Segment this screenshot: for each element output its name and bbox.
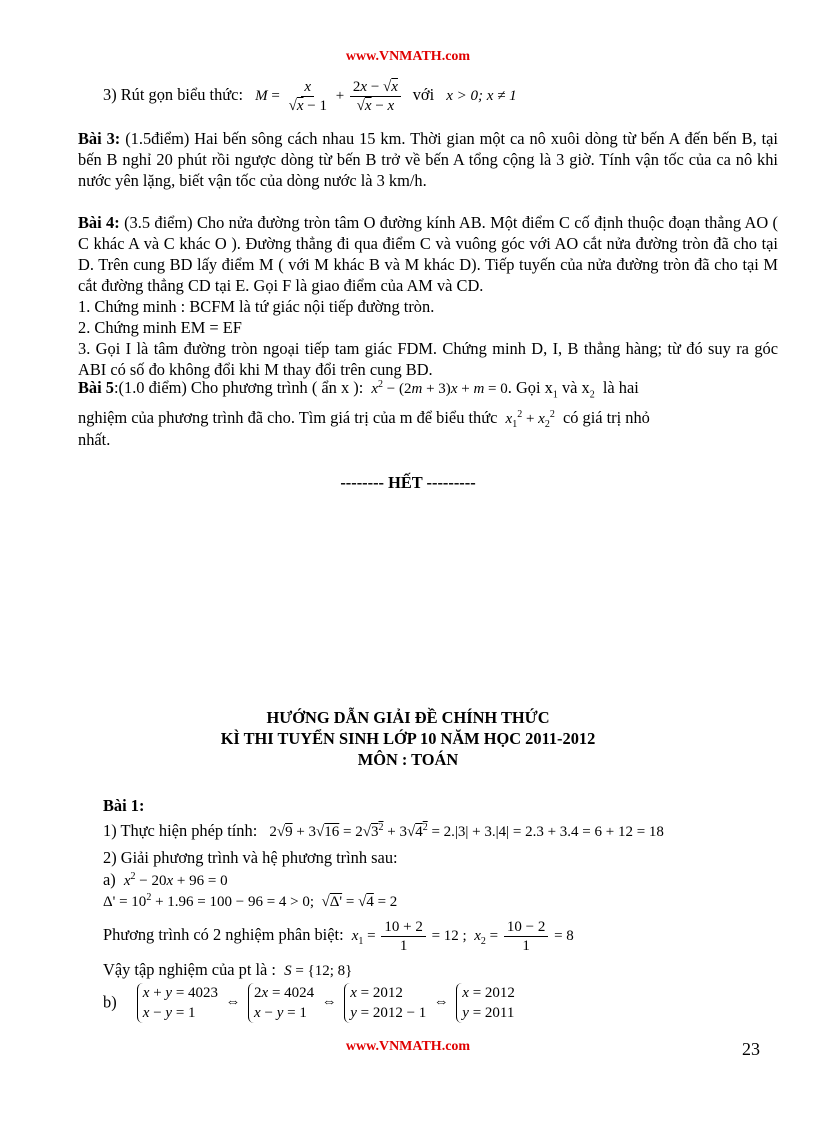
bai5-text-b: . Gọi x <box>507 378 553 397</box>
bai5-title: Bài 5 <box>78 378 114 397</box>
sol-tap-label: Vậy tập nghiệm của pt là : <box>103 960 276 979</box>
bai5-line-1: Bài 5:(1.0 điểm) Cho phương trình ( ẩn x ): $x^2 - (2m + 3)x + m = 0$. Gọi $x_1$ và $x_2$ là hai <box>78 378 639 401</box>
sol-1-label: 1) Thực hiện phép tính: <box>103 821 258 840</box>
sol-delta-line: $\Delta' = 10^2 + 1.96 = 100 - 96 = 4 > 0$; √Δ' = √4 = 2 <box>103 892 398 910</box>
sol-a-equation: $x^2 - 20x + 96 = 0$ <box>123 871 228 889</box>
bai3-text: (1.5điểm) Hai bến sông cách nhau 15 km. Thời gian một ca nô xuôi dòng từ bến A đến bến B, tại bến B nghỉ 20 phút rồi ngược dòng từ bến B trở về bến A tổng cộng là 3 giờ. Tính vận tốc của ca nô khi nước yên lặng, biết vận tốc của dòng nước là 3 km/h. <box>78 129 778 190</box>
q3-line <box>103 78 517 115</box>
sol-roots-line <box>103 918 574 955</box>
sol-1-line <box>103 821 664 841</box>
sol-b-line <box>103 983 515 1023</box>
bai5-expression: $x_1^2 + x_2^2$ <box>505 409 555 430</box>
bai4-item-3: 3. Gọi I là tâm đường tròn ngoại tiếp tam giác FDM. Chứng minh D, I, B thẳng hàng; từ đó suy ra góc ABI có số đo không đổi khi M thay đổi trên cung BD. <box>78 339 778 379</box>
bai5-text-c: và x <box>561 378 590 397</box>
page-number: 23 <box>742 1039 760 1059</box>
sol-b-system: x + y = 4023 x − y = 1 ⇔ 2x = 4024 x − y = 1 ⇔ x = 2012 y = 2012 − 1 ⇔ x = 2012 y = 2011 <box>137 994 515 1010</box>
sol-pt-label: Phương trình có 2 nghiệm phân biệt: <box>103 924 344 944</box>
sol-title-1: HƯỚNG DẪN GIẢI ĐỀ CHÍNH THỨC <box>266 708 550 727</box>
sol-title-2: KÌ THI TUYỂN SINH LỚP 10 NĂM HỌC 2011-2012 <box>220 729 596 748</box>
q3-expression: M = $\frac{x}{√x - 1}$ + $\frac{2x - √x}{√x - x}$ <box>255 88 407 104</box>
sol-b-label: b) <box>103 992 117 1012</box>
q3-label: 3) Rút gọn biểu thức: <box>103 84 243 104</box>
sol-tap-line <box>103 960 352 980</box>
bai4-paragraph <box>78 212 778 296</box>
bai3-title: Bài 3: <box>78 129 121 148</box>
bai3-paragraph <box>78 128 778 191</box>
bai5-line2b: có giá trị nhỏ <box>562 408 650 427</box>
bai4-item-2: 2. Chứng minh EM = EF <box>78 318 242 337</box>
sol-bai1: Bài 1: <box>103 796 145 815</box>
sol-a-label: a) <box>103 870 116 889</box>
end-marker: -------- HẾT --------- <box>340 473 476 492</box>
bai4-text: (3.5 điểm) Cho nửa đường tròn tâm O đường kính AB. Một điểm C cố định thuộc đoạn thẳng AO ( C khác A và C khác O ). Đường thẳng đi qua điểm C và vuông góc với AO cắt nửa đường tròn đã cho tại D. Trên cung BD lấy điểm M ( với M khác B và M khác D). Tiếp tuyến của nửa đường tròn đã cho tại M cắt đường thẳng CD tại E. Gọi F là giao điểm của AM và CD. <box>78 213 778 295</box>
sol-roots-math: $x_1$ = $\frac{10 + 2}{1}$ = 12 ; $x_2$ = $\frac{10 - 2}{1}$ = 8 <box>351 919 574 954</box>
sol-a-line <box>103 870 228 890</box>
bai5-line2a: nghiệm của phương trình đã cho. Tìm giá trị của m để biểu thức <box>78 408 498 427</box>
bai5-text-a: :(1.0 điểm) Cho phương trình ( ẩn x ): <box>113 378 364 397</box>
bai4-item-1: 1. Chứng minh : BCFM là tứ giác nội tiếp đường tròn. <box>78 297 435 316</box>
sol-title-3: MÔN : TOÁN <box>357 750 459 769</box>
bai5-line-3: nhất. <box>78 430 111 449</box>
bai5-equation: $x^2 - (2m + 3)x + m = 0$ <box>371 379 508 397</box>
sol-1-math: $2√9 + 3√16 = 2√3^2 + 3√4^2 = 2.|3| + 3.|4| = 2.3 + 3.4 = 6 + 12 = 18$ <box>269 822 664 840</box>
sol-2-label: 2) Giải phương trình và hệ phương trình sau: <box>103 848 398 867</box>
q3-with: với <box>412 84 435 104</box>
bai5-text-d: là hai <box>602 378 639 397</box>
header-url: www.VNMATH.com <box>345 49 471 64</box>
footer-url: www.VNMATH.com <box>345 1039 471 1054</box>
sol-tap-math: S = {12; 8} <box>284 963 353 979</box>
q3-condition: x > 0; x ≠ 1 <box>446 87 517 104</box>
bai5-line-2 <box>78 408 650 430</box>
bai4-title: Bài 4: <box>78 213 120 232</box>
